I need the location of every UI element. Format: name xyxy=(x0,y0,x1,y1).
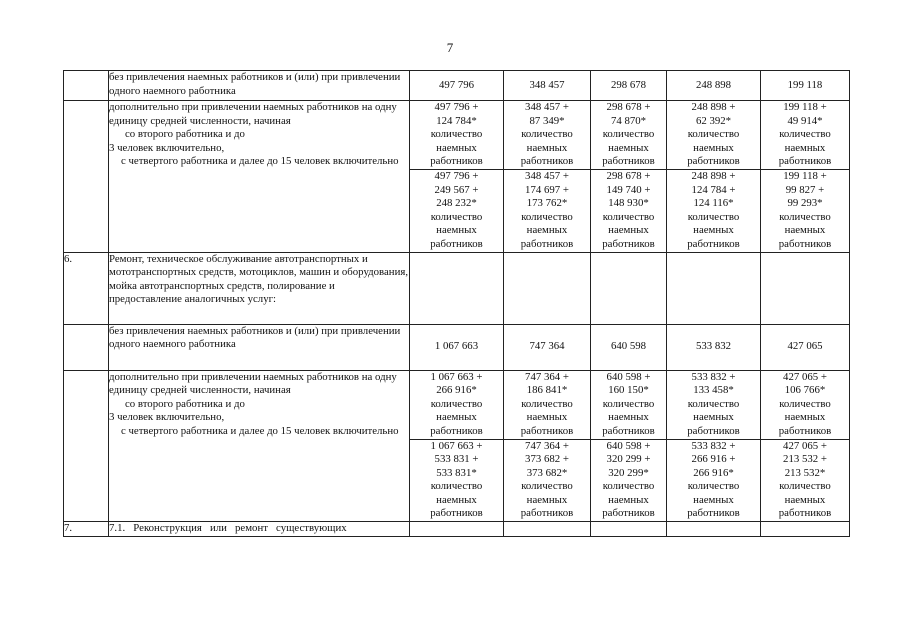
description-line: со второго работника и до xyxy=(125,128,245,141)
description-line: 3 человек включительно, xyxy=(109,141,225,154)
description-line: дополнительно при привлечении наемных работников на одну единицу средней численности, начиная xyxy=(109,101,397,127)
value-cell xyxy=(667,101,761,253)
table-row xyxy=(64,522,850,537)
value-sub-a: 427 065 + 106 766* количество наемных работников xyxy=(778,370,832,437)
value-sub-b: 497 796 + 249 567 + 248 232* количество наемных работников xyxy=(410,169,503,252)
table-row xyxy=(64,101,850,253)
value-cell: 298 678 xyxy=(591,71,667,101)
description-line: с четвертого работника и далее до 15 человек включительно xyxy=(121,155,399,168)
value-cell xyxy=(761,101,850,253)
value-cell xyxy=(504,252,591,324)
value-cell xyxy=(591,370,667,522)
value-cell: 747 364 xyxy=(504,324,591,370)
value-sub-a: 348 457 + 87 349* количество наемных работников xyxy=(520,101,574,168)
table-row xyxy=(64,324,850,370)
value-cell: 199 118 xyxy=(761,71,850,101)
value-sub-a: 199 118 + 49 914* количество наемных работников xyxy=(778,101,832,168)
value-cell xyxy=(761,370,850,522)
value-cell xyxy=(410,522,504,537)
row-number: 7. xyxy=(64,522,109,537)
value-cell: 348 457 xyxy=(504,71,591,101)
description-line: дополнительно при привлечении наемных работников на одну единицу средней численности, начиная xyxy=(109,370,397,397)
row-number xyxy=(64,324,109,370)
value-sub-b: 1 067 663 + 533 831 + 533 831* количество наемных работников xyxy=(410,439,503,522)
value-sub-b: 427 065 + 213 532 + 213 532* количество наемных работников xyxy=(761,439,849,522)
value-cell xyxy=(504,370,591,522)
value-sub-a: 497 796 + 124 784* количество наемных работников xyxy=(430,101,483,168)
row-description xyxy=(109,370,410,522)
value-cell: 533 832 xyxy=(667,324,761,370)
value-cell xyxy=(761,522,850,537)
table-row xyxy=(64,252,850,324)
value-sub-b: 533 832 + 266 916 + 266 916* количество наемных работников xyxy=(667,439,760,522)
row-description: 7.1. Реконструкция или ремонт существующих xyxy=(109,522,410,537)
value-sub-a: 248 898 + 62 392* количество наемных работников xyxy=(687,101,740,168)
value-sub-a: 533 832 + 133 458* количество наемных работников xyxy=(687,370,740,437)
value-cell xyxy=(667,522,761,537)
row-description xyxy=(109,101,410,253)
value-cell xyxy=(761,252,850,324)
row-description: без привлечения наемных работников и (или) при привлечении одного наемного работника xyxy=(109,324,410,370)
value-sub-a: 747 364 + 186 841* количество наемных работников xyxy=(520,370,574,437)
value-cell xyxy=(410,370,504,522)
value-cell xyxy=(504,101,591,253)
value-cell: 248 898 xyxy=(667,71,761,101)
value-sub-b: 348 457 + 174 697 + 173 762* количество наемных работников xyxy=(504,169,590,252)
value-cell xyxy=(667,252,761,324)
value-sub-b: 248 898 + 124 784 + 124 116* количество наемных работников xyxy=(667,169,760,252)
value-cell: 497 796 xyxy=(410,71,504,101)
value-sub-a: 298 678 + 74 870* количество наемных работников xyxy=(602,101,655,168)
row-description: Ремонт, техническое обслуживание автотранспортных и мототранспортных средств, мотоциклов, машин и оборудования, мойка автотранспортных средств, полирование и предоставление аналогичных услуг: xyxy=(109,252,410,324)
row-number: 6. xyxy=(64,252,109,324)
value-sub-b: 747 364 + 373 682 + 373 682* количество наемных работников xyxy=(504,439,590,522)
row-number xyxy=(64,71,109,101)
row-number xyxy=(64,101,109,253)
description-line: с четвертого работника и далее до 15 человек включительно xyxy=(121,424,399,437)
description-line: 3 человек включительно, xyxy=(109,411,225,424)
value-cell xyxy=(410,101,504,253)
value-sub-b: 640 598 + 320 299 + 320 299* количество наемных работников xyxy=(591,439,666,522)
description-line: со второго работника и до xyxy=(125,397,245,410)
value-cell xyxy=(591,101,667,253)
value-sub-a: 640 598 + 160 150* количество наемных работников xyxy=(602,370,655,437)
tariff-table xyxy=(63,70,850,537)
value-cell xyxy=(591,252,667,324)
value-sub-b: 199 118 + 99 827 + 99 293* количество наемных работников xyxy=(761,169,849,252)
value-sub-a: 1 067 663 + 266 916* количество наемных работников xyxy=(430,370,483,437)
value-cell xyxy=(667,370,761,522)
value-cell: 1 067 663 xyxy=(410,324,504,370)
value-sub-b: 298 678 + 149 740 + 148 930* количество наемных работников xyxy=(591,169,666,252)
page-number: 7 xyxy=(446,40,454,55)
row-number xyxy=(64,370,109,522)
table-row xyxy=(64,370,850,522)
value-cell: 427 065 xyxy=(761,324,850,370)
row-description: без привлечения наемных работников и (или) при привлечении одного наемного работника xyxy=(109,71,410,101)
value-cell xyxy=(410,252,504,324)
value-cell xyxy=(591,522,667,537)
value-cell: 640 598 xyxy=(591,324,667,370)
table-row xyxy=(64,71,850,101)
value-cell xyxy=(504,522,591,537)
